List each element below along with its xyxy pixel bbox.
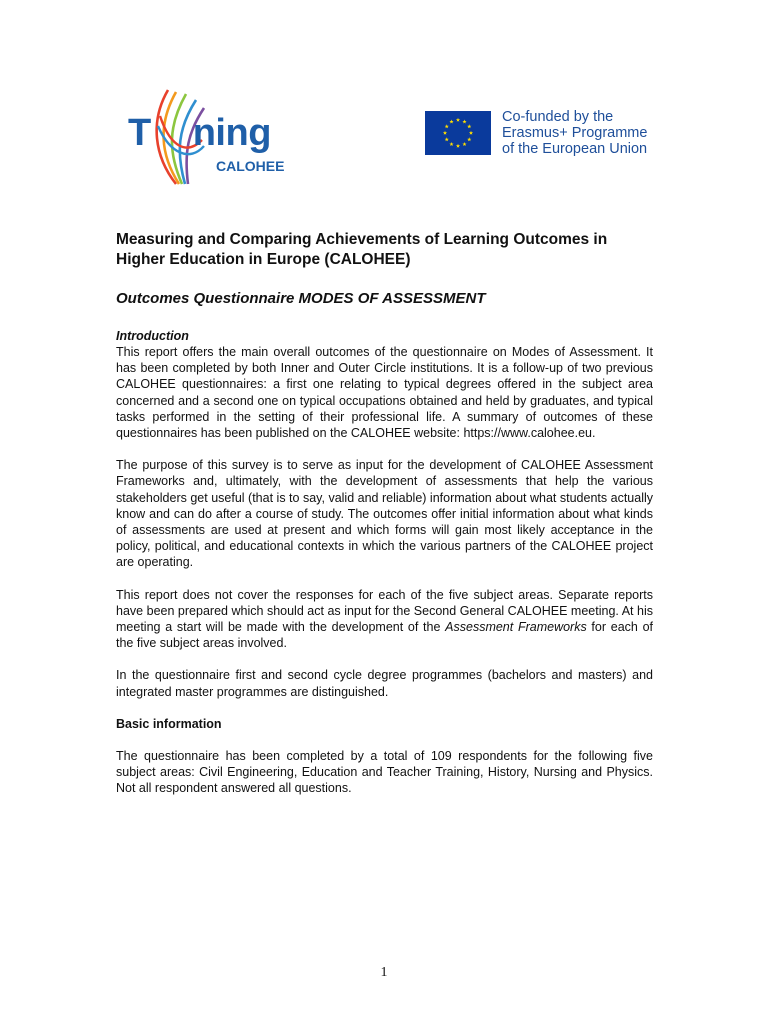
- introduction-paragraph-2: The purpose of this survey is to serve as input for the development of CALOHEE Assessment Frameworks and, ultimately, with the development of assessments that help the various stakeholders get useful (that is to say, valid and reliable) information about what students actually know and can do after a course of study. The outcomes offer initial information about what kinds of assessments are used at present and which forms will gain most likely acceptance in the policy, political, and educational contexts in which the various partners of the CALOHEE project are operating.: [116, 458, 653, 570]
- erasmus-cofunded-text: [502, 109, 647, 157]
- document-body: [116, 230, 653, 812]
- eu-text-line: Erasmus+ Programme: [502, 125, 648, 141]
- introduction-paragraph-1: This report offers the main overall outcomes of the questionnaire on Modes of Assessment. It has been completed by both Inner and Outer Circle institutions. It is a follow-up of two previous CALOHEE questionnaires: a first one relating to typical degrees offered in the subject area concerned and a second one on typical occupations obtained and held by graduates, and typical tasks performed in the setting of their professional life. A summary of outcomes of these questionnaires has been published on the CALOHEE website: https://www.calohee.eu.: [116, 345, 653, 441]
- eu-text-line: Co-funded by the: [502, 109, 614, 125]
- page-number: 1: [380, 965, 388, 980]
- tuning-lead-letter: T: [128, 112, 151, 154]
- document-subtitle: Outcomes Questionnaire MODES OF ASSESSMENT: [116, 290, 486, 307]
- paragraph-text: This report does not cover the responses for each of the five subject areas. Separate reports have been prepared which should act as input for the Second General CALOHEE meeting. At his meeting a start will be made with the development of the: [116, 587, 653, 635]
- basic-information-paragraph: The questionnaire has been completed by a total of 109 respondents for the following five subject areas: Civil Engineering, Education and Teacher Training, History, Nursing and Physics. Not all respondent answered all questions.: [116, 748, 653, 796]
- basic-information-heading: Basic information: [116, 716, 222, 731]
- tuning-subtitle: CALOHEE: [216, 158, 285, 174]
- introduction-paragraph-3: [116, 587, 653, 652]
- tuning-wordmark: [128, 114, 271, 152]
- tuning-calohee-logo: [128, 86, 296, 186]
- eu-text-line: of the European Union: [502, 141, 648, 157]
- introduction-paragraph-4: In the questionnaire first and second cycle degree programmes (bachelors and masters) and integrated master programmes are distinguished.: [116, 668, 653, 699]
- introduction-heading: Introduction: [116, 329, 189, 343]
- tuning-word-rest: ning: [192, 112, 271, 154]
- document-title: Measuring and Comparing Achievements of Learning Outcomes in Higher Education in Europe (CALOHEE): [116, 231, 608, 268]
- paragraph-text: for each of the five subject areas involved.: [116, 620, 653, 651]
- assessment-frameworks-emphasis: Assessment Frameworks: [445, 620, 587, 635]
- eu-flag-icon: [425, 111, 491, 155]
